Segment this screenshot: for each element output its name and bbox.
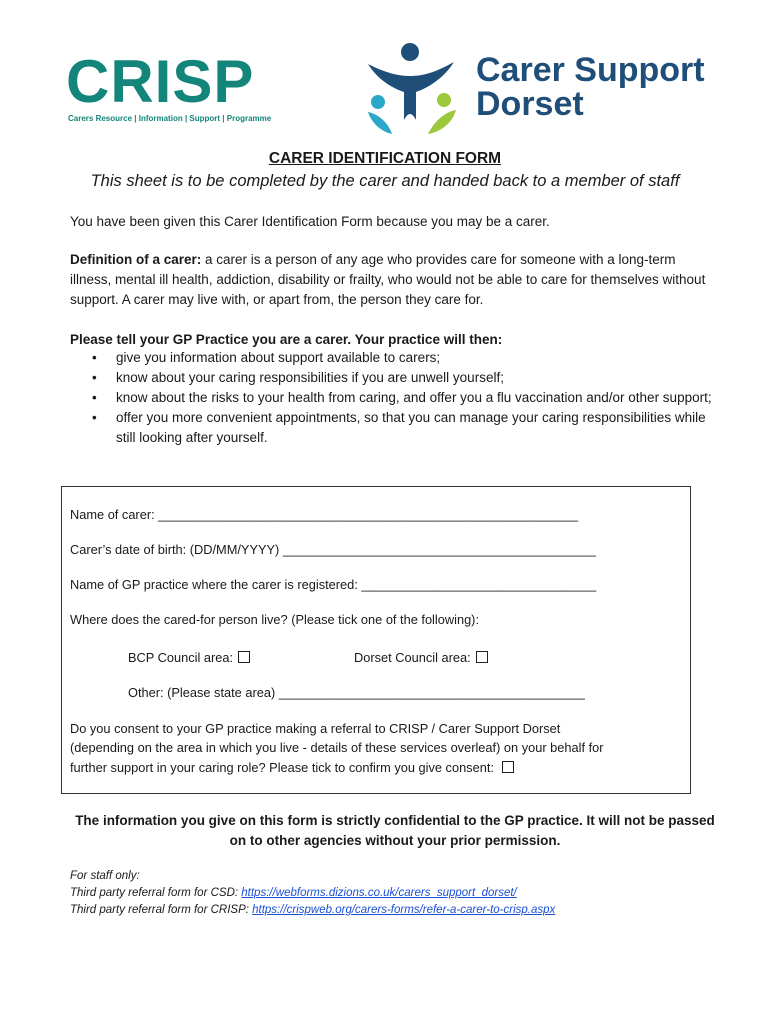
crisp-logo-wordmark: CRISP [66,48,255,115]
crisp-logo-tagline: Carers Resource | Information | Support | Programme [68,114,272,123]
gp-benefits-heading: Please tell your GP Practice you are a carer. Your practice will then: [70,332,503,347]
crisp-logo [66,48,288,130]
bcp-council-option [128,649,250,667]
carer-name-field[interactable]: Name of carer: ___________________________________________________________ [70,507,579,522]
crisp-referral-line: Third party referral form for CRISP: https://crispweb.org/carers-forms/refer-a-carer-to-crisp.aspx [70,904,556,916]
carer-support-dorset-logo [364,42,734,134]
csd-referral-line: Third party referral form for CSD: https://webforms.dizions.co.uk/carers_support_dorset/ [70,887,517,899]
confidentiality-notice: The information you give on this form is strictly confidential to the GP practice. It will not be passed on to other agencies without your prior permission. [75,813,715,848]
definition-paragraph [70,250,720,310]
list-item: • know about your caring responsibilities if you are unwell yourself; [70,368,720,388]
consent-line-2: (depending on the area in which you live - details of these services overleaf) on your behalf for [70,740,604,755]
list-item: • know about the risks to your health from caring, and offer you a flu vaccination and/or other support; [70,388,720,408]
csd-referral-link[interactable]: https://webforms.dizions.co.uk/carers_support_dorset/ [241,887,517,899]
consent-checkbox[interactable] [502,761,514,773]
intro-paragraph: You have been given this Carer Identification Form because you may be a carer. [70,214,550,229]
dorset-council-checkbox[interactable] [476,651,488,663]
dorset-council-label: Dorset Council area: [354,650,471,665]
other-area-field[interactable]: Other: (Please state area) ___________________________________________ [128,685,585,700]
carer-details-form [61,486,691,794]
bcp-council-label: BCP Council area: [128,650,234,665]
definition-text: a carer is a person of any age who provides care for someone with a long-term illness, mental ill health, addiction, disability or frailty, who would not be able to care for themselves without support. A carer may live with, or apart from, the person they care for. [70,252,706,307]
bullet-icon: • [92,390,97,405]
carer-support-dorset-name-line2: Dorset [476,85,584,123]
form-subtitle: This sheet is to be completed by the carer and handed back to a member of staff [90,172,680,190]
form-title: CARER IDENTIFICATION FORM [268,150,502,167]
list-item: • offer you more convenient appointments, so that you can manage your caring responsibilities while still looking after yourself. [92,410,706,445]
gp-practice-field[interactable]: Name of GP practice where the carer is registered: _________________________________ [70,577,597,592]
consent-line-1: Do you consent to your GP practice making a referral to CRISP / Carer Support Dorset [70,721,561,736]
bcp-council-checkbox[interactable] [238,651,250,663]
list-item: • give you information about support available to carers; [70,348,720,368]
carer-support-dorset-name-line1: Carer Support [476,51,705,89]
bullet-icon: • [92,370,97,385]
carer-support-dorset-emblem-icon [364,42,464,134]
staff-only-heading: For staff only: [70,870,140,882]
bullet-icon: • [92,350,97,365]
cared-for-location-question: Where does the cared-for person live? (Please tick one of the following): [70,612,480,627]
bullet-icon: • [92,410,97,425]
carer-dob-field[interactable]: Carer’s date of birth: (DD/MM/YYYY) ____________________________________________ [70,542,597,557]
gp-benefits-list [70,348,720,448]
crisp-referral-link[interactable]: https://crispweb.org/carers-forms/refer-a-carer-to-crisp.aspx [252,904,556,916]
dorset-council-option [354,649,488,667]
definition-label: Definition of a carer: [70,252,202,267]
consent-line-3: further support in your caring role? Please tick to confirm you give consent: [70,759,514,777]
